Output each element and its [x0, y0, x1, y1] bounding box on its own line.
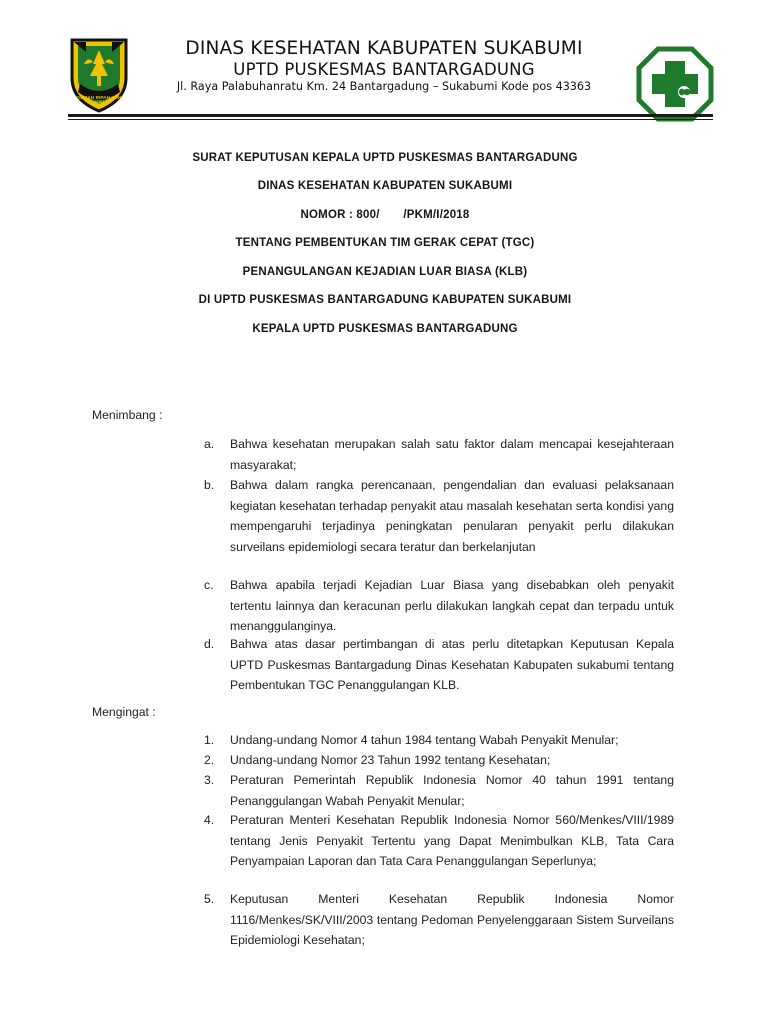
list-marker: 2. [204, 753, 215, 767]
menimbang-item-c [204, 575, 674, 637]
list-item-text: Bahwa kesehatan merupakan salah satu faktor dalam mencapai kesejahteraan masyarakat; [230, 437, 674, 472]
title-line-klb: PENANGULANGAN KEJADIAN LUAR BIASA (KLB) [242, 266, 528, 278]
list-marker: 3. [204, 773, 215, 787]
title-line-decree: SURAT KEPUTUSAN KEPALA UPTD PUSKESMAS BANTARGADUNG [192, 152, 578, 164]
list-marker: c. [204, 578, 214, 592]
letterhead-divider-thin [68, 119, 713, 120]
mengingat-item-3 [204, 770, 674, 811]
menimbang-item-b [204, 475, 674, 557]
list-marker: a. [204, 437, 215, 451]
emblem-motto: GEMAH RIPAH LOH JINAWI [76, 95, 122, 105]
title-line-subject: TENTANG PEMBENTUKAN TIM GERAK CEPAT (TGC) [235, 237, 535, 249]
mengingat-item-1 [204, 730, 674, 751]
puskesmas-logo-icon [636, 46, 714, 122]
title-line-agency: DINAS KESEHATAN KABUPATEN SUKABUMI [257, 180, 513, 192]
list-marker: 4. [204, 813, 215, 827]
list-item-text: Peraturan Pemerintah Republik Indonesia Nomor 40 tahun 1991 tentang Penanggulangan Wabah Penyakit Menular; [230, 773, 674, 808]
letterhead-divider-thick [68, 114, 713, 117]
list-item-text: Peraturan Menteri Kesehatan Republik Indonesia Nomor 560/Menkes/VIII/1989 tentang Jenis Penyakit Tertentu yang Dapat Menimbulkan KLB, Tata Cara Penyampaian Laporan dan Tata Cara Penanggulangan Seperlunya; [230, 813, 674, 868]
title-line-signatory: KEPALA UPTD PUSKESMAS BANTARGADUNG [252, 323, 518, 335]
list-marker: 1. [204, 733, 215, 747]
list-item-text: Bahwa dalam rangka perencanaan, pengendalian dan evaluasi pelaksanaan kegiatan kesehatan terhadap penyakit atau masalah kesehatan serta kondisi yang mempengaruhi terjadinya peningkatan penularan penyakit perlu dilakukan surveilans epidemiologi secara teratur dan berkelanjutan [230, 478, 674, 554]
mengingat-item-5 [204, 889, 674, 951]
title-line-location: DI UPTD PUSKESMAS BANTARGADUNG KABUPATEN SUKABUMI [198, 294, 572, 306]
mengingat-item-4 [204, 810, 674, 872]
list-marker: d. [204, 637, 215, 651]
list-item-text: Keputusan Menteri Kesehatan Republik Indonesia Nomor 1116/Menkes/SK/VIII/2003 tentang Pedoman Penyelenggaraan Sistem Surveilans Epidemiologi Kesehatan; [230, 892, 674, 947]
mengingat-item-2 [204, 750, 674, 771]
title-line-number: NOMOR : 800/ /PKM/I/2018 [300, 209, 470, 221]
list-item-text: Bahwa apabila terjadi Kejadian Luar Biasa yang disebabkan oleh penyakit tertentu lainnya dan keracunan perlu dilakukan langkah cepat dan terpadu untuk menanggulanginya. [230, 578, 674, 633]
list-marker: 5. [204, 892, 215, 906]
letterhead-agency: DINAS KESEHATAN KABUPATEN SUKABUMI [185, 38, 583, 59]
list-item-text: Undang-undang Nomor 4 tahun 1984 tentang Wabah Penyakit Menular; [230, 733, 619, 747]
letterhead-address: Jl. Raya Palabuhanratu Km. 24 Bantargadung – Sukabumi Kode pos 43363 [176, 80, 592, 93]
mengingat-label: Mengingat : [92, 705, 156, 719]
list-item-text: Bahwa atas dasar pertimbangan di atas perlu ditetapkan Keputusan Kepala UPTD Puskesmas Bantargadung Dinas Kesehatan Kabupaten sukabumi tentang Pembentukan TGC Penanggulangan KLB. [230, 637, 674, 692]
menimbang-item-d [204, 634, 674, 696]
letterhead-unit: UPTD PUSKESMAS BANTARGADUNG [233, 60, 535, 79]
menimbang-item-a [204, 434, 674, 475]
menimbang-label: Menimbang : [92, 408, 163, 422]
list-marker: b. [204, 478, 215, 492]
list-item-text: Undang-undang Nomor 23 Tahun 1992 tentang Kesehatan; [230, 753, 551, 767]
